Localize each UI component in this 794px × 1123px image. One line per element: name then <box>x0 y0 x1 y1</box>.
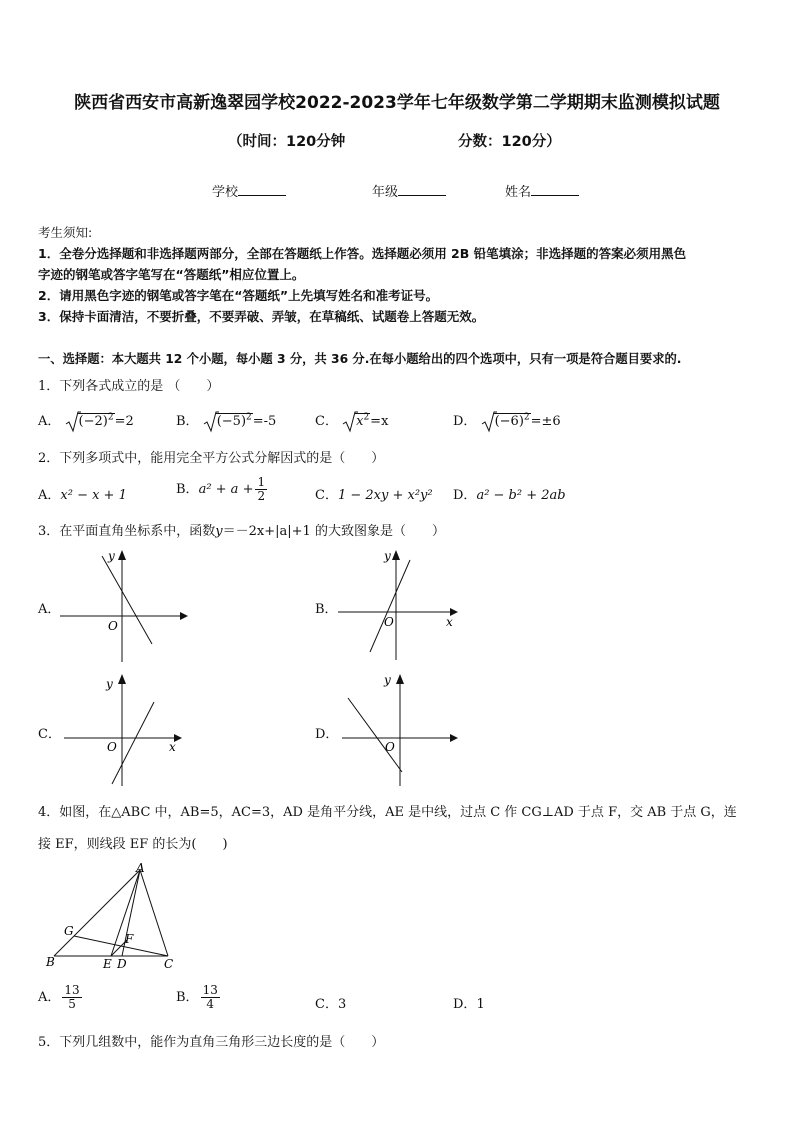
school-label: 学校 <box>212 185 239 200</box>
y-axis-label: y <box>384 549 391 563</box>
origin-label: O <box>107 740 117 754</box>
q5-stem: 5．下列几组数中，能作为直角三角形三边长度的是（ ） <box>38 1035 385 1050</box>
q1-option-d[interactable]: D． $(-6)^2=\pm 6$ <box>453 410 561 433</box>
x-axis-arrow <box>450 734 458 742</box>
y-axis-arrow <box>392 550 400 560</box>
segment-AC <box>140 870 168 956</box>
grade-field[interactable] <box>372 181 446 200</box>
point-F-label: F <box>125 932 134 946</box>
q3-option-b-label[interactable]: B． <box>315 602 338 617</box>
q3-option-a-label[interactable]: A． <box>38 602 61 617</box>
y-axis-label: y <box>108 549 115 563</box>
school-field[interactable] <box>212 181 286 200</box>
q2-option-a[interactable]: A．x² − x + 1 <box>38 488 127 503</box>
q4-option-c[interactable]: C．3 <box>315 997 347 1012</box>
q3-option-c-label[interactable]: C． <box>38 727 61 742</box>
q2-stem: 2．下列多项式中，能用完全平方公式分解因式的是（ ） <box>38 451 385 466</box>
point-C-label: C <box>164 957 174 971</box>
name-field[interactable] <box>505 181 579 200</box>
q2-option-c[interactable]: C．1 − 2xy + x²y² <box>315 488 433 503</box>
q4-stem-2: 接 EF，则线段 EF 的长为( ) <box>38 837 228 852</box>
q4-option-d[interactable]: D．1 <box>453 997 485 1012</box>
y-axis-arrow <box>396 674 404 684</box>
note-1b: 字迹的钢笔或答字笔写在“答题纸”相应位置上。 <box>38 267 305 282</box>
q1-option-c[interactable]: C． $x^2=x$ <box>315 410 388 433</box>
note-3: 3．保持卡面清洁，不要折叠，不要弄破、弄皱，在草稿纸、试题卷上答题无效。 <box>38 309 485 324</box>
origin-label: O <box>108 619 118 633</box>
q3-option-d-label[interactable]: D． <box>315 727 339 742</box>
point-E-label: E <box>103 957 112 971</box>
exam-time: （时间：120分钟 <box>228 134 346 150</box>
graph-line <box>348 698 402 772</box>
q3-graph-b[interactable] <box>338 548 468 666</box>
y-axis-label: y <box>106 677 113 691</box>
graph-line <box>112 702 154 784</box>
q3-graph-a[interactable] <box>60 548 190 666</box>
x-axis-arrow <box>180 612 188 620</box>
note-2: 2．请用黑色字迹的钢笔或答字笔在“答题纸”上先填写姓名和准考证号。 <box>38 288 439 303</box>
section-heading: 一、选择题：本大题共 12 个小题，每小题 3 分，共 36 分.在每小题给出的四个选项中，只有一项是符合题目要求的. <box>38 352 682 366</box>
q4-option-a[interactable]: A． $\frac{13}{5}$ <box>38 983 80 1012</box>
q1-option-b[interactable]: B． $(-5)^2=-5$ <box>176 410 276 433</box>
origin-label: O <box>384 615 394 629</box>
note-1a: 1．全卷分选择题和非选择题两部分，全部在答题纸上作答。选择题必须用 2B 铅笔填涂；非选择题的答案必须用黑色 <box>38 246 687 261</box>
y-axis-label: y <box>384 673 391 687</box>
y-axis-arrow <box>118 550 126 560</box>
grade-label: 年级 <box>372 185 399 200</box>
point-B-label: B <box>46 955 55 969</box>
y-axis-arrow <box>118 674 126 684</box>
x-axis-label: x <box>446 615 453 629</box>
q1-stem: 1．下列各式成立的是 （ ） <box>38 379 220 394</box>
q2-option-b[interactable]: B．a² + a + $\frac{1}{2}$ <box>176 475 266 504</box>
point-A-label: A <box>136 862 145 875</box>
page-title: 陕西省西安市高新逸翠园学校2022-2023学年七年级数学第二学期期末监测模拟试题 <box>74 93 720 113</box>
q1-option-a[interactable]: A． $(-2)^2=2$ <box>38 410 134 433</box>
q4-triangle-figure <box>40 862 190 974</box>
point-G-label: G <box>64 924 74 938</box>
q3-graph-c[interactable] <box>60 672 190 790</box>
q3-graph-d[interactable] <box>338 672 468 790</box>
q4-option-b[interactable]: B． $\frac{13}{4}$ <box>176 983 218 1012</box>
origin-label: O <box>385 740 395 754</box>
notes-heading: 考生须知: <box>38 225 93 240</box>
graph-line <box>370 560 410 652</box>
exam-score: 分数：120分） <box>458 134 561 150</box>
name-label: 姓名 <box>505 185 532 200</box>
q3-stem: 3．在平面直角坐标系中，函数y＝－2x+|a|+1 的大致图象是（ ） <box>38 524 445 539</box>
x-axis-label: x <box>169 740 176 754</box>
point-D-label: D <box>117 957 127 971</box>
q2-option-d[interactable]: D．a² − b² + 2ab <box>453 488 566 503</box>
q4-stem-1: 4．如图，在△ABC 中，AB=5，AC=3，AD 是角平分线，AE 是中线，过点 C 作 CG⊥AD 于点 F，交 AB 于点 G，连 <box>38 805 737 820</box>
